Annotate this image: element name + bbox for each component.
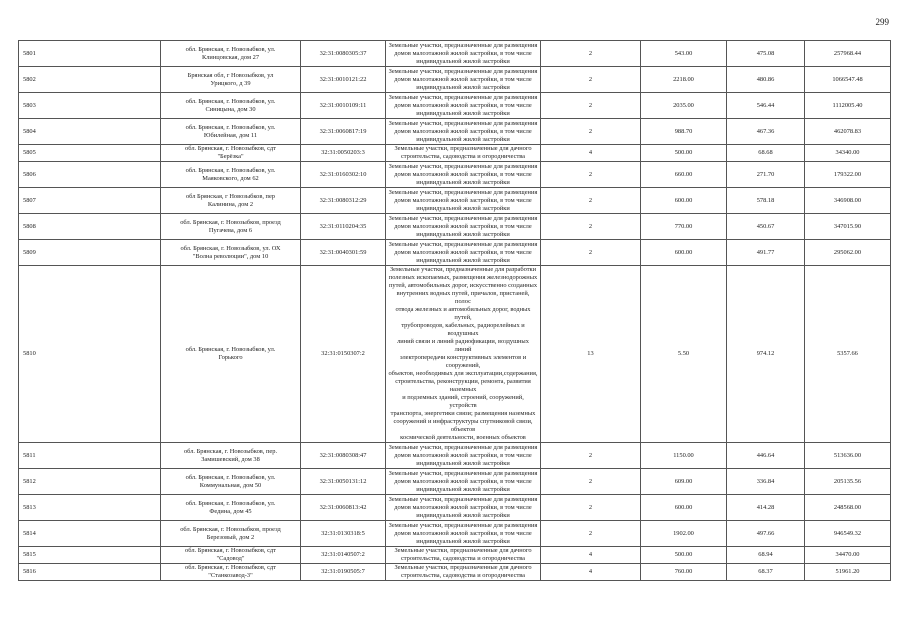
cadastral-value-cell: 1066547.48	[805, 67, 891, 93]
specific-value-cell: 414.28	[727, 495, 805, 521]
land-use-cell: Земельные участки, предназначенные для размещения домов малоэтажной жилой застройки, в том числе индивидуальной жилой застройки	[386, 521, 541, 547]
specific-value-cell: 491.77	[727, 240, 805, 266]
row-number-cell: 5802	[19, 67, 161, 93]
cadastral-number-cell: 32:31:0080308:47	[301, 443, 386, 469]
cadastral-number-cell: 32:31:0130318:5	[301, 521, 386, 547]
row-number-cell: 5809	[19, 240, 161, 266]
row-number-cell: 5815	[19, 547, 161, 564]
specific-value-cell: 974.12	[727, 266, 805, 443]
category-cell: 2	[541, 469, 641, 495]
cadastral-value-cell: 179322.00	[805, 162, 891, 188]
cadastral-number-cell: 32:31:0010121:22	[301, 67, 386, 93]
cadastral-number-cell: 32:31:0160302:10	[301, 162, 386, 188]
category-cell: 13	[541, 266, 641, 443]
specific-value-cell: 546.44	[727, 93, 805, 119]
address-cell: обл. Брянская, г. Новозыбков, проезд Пугачева, дом 6	[161, 214, 301, 240]
table-row	[19, 162, 891, 188]
area-cell: 2218.00	[641, 67, 727, 93]
cadastral-number-cell: 32:31:0050203:3	[301, 145, 386, 162]
row-number-cell: 5812	[19, 469, 161, 495]
area-cell: 770.00	[641, 214, 727, 240]
address-cell: обл. Брянская, г. Новозыбков, ул. Синицына, дом 30	[161, 93, 301, 119]
category-cell: 2	[541, 521, 641, 547]
cadastral-value-cell: 5357.66	[805, 266, 891, 443]
row-number-cell: 5807	[19, 188, 161, 214]
cadastral-number-cell: 32:31:0150307:2	[301, 266, 386, 443]
address-cell: обл. Брянская, г. Новозыбков, ул. Маяковского, дом 62	[161, 162, 301, 188]
table-row	[19, 67, 891, 93]
table-row	[19, 469, 891, 495]
table-row	[19, 547, 891, 564]
cadastral-value-cell: 462078.83	[805, 119, 891, 145]
cadastral-number-cell: 32:31:0080312:29	[301, 188, 386, 214]
area-cell: 600.00	[641, 188, 727, 214]
category-cell: 2	[541, 443, 641, 469]
land-use-cell: Земельные участки, предназначенные для размещения домов малоэтажной жилой застройки, в том числе индивидуальной жилой застройки	[386, 469, 541, 495]
row-number-cell: 5813	[19, 495, 161, 521]
table-row	[19, 41, 891, 67]
address-cell: обл. Брянская, г. Новозыбков, сдт "Берёзка"	[161, 145, 301, 162]
cadastral-value-cell: 513636.00	[805, 443, 891, 469]
table-row	[19, 214, 891, 240]
category-cell: 2	[541, 93, 641, 119]
table-row	[19, 93, 891, 119]
table-row	[19, 521, 891, 547]
cadastral-value-cell: 295062.00	[805, 240, 891, 266]
area-cell: 2035.00	[641, 93, 727, 119]
category-cell: 2	[541, 162, 641, 188]
category-cell: 2	[541, 240, 641, 266]
specific-value-cell: 467.36	[727, 119, 805, 145]
land-use-cell: Земельные участки, предназначенные для размещения домов малоэтажной жилой застройки, в том числе индивидуальной жилой застройки	[386, 240, 541, 266]
address-cell: обл. Брянская, г. Новозыбков, ул. ОХ "Волна революции", дом 10	[161, 240, 301, 266]
specific-value-cell: 450.67	[727, 214, 805, 240]
cadastral-number-cell: 32:31:0060817:19	[301, 119, 386, 145]
cadastral-value-cell: 248568.00	[805, 495, 891, 521]
cadastral-value-cell: 205135.56	[805, 469, 891, 495]
cadastral-number-cell: 32:31:0140507:2	[301, 547, 386, 564]
row-number-cell: 5811	[19, 443, 161, 469]
table-row	[19, 240, 891, 266]
address-cell: обл. Брянская, г. Новозыбков, ул. Горького	[161, 266, 301, 443]
specific-value-cell: 68.68	[727, 145, 805, 162]
cadastral-value-cell: 34340.00	[805, 145, 891, 162]
cadastral-value-cell: 346908.00	[805, 188, 891, 214]
address-cell: обл. Брянская, г. Новозыбков, ул. Федина, дом 45	[161, 495, 301, 521]
row-number-cell: 5803	[19, 93, 161, 119]
row-number-cell: 5804	[19, 119, 161, 145]
cadastral-value-table	[18, 40, 891, 581]
cadastral-number-cell: 32:31:0110204:35	[301, 214, 386, 240]
specific-value-cell: 68.37	[727, 564, 805, 581]
table-row	[19, 119, 891, 145]
category-cell: 2	[541, 41, 641, 67]
address-cell: обл. Брянская, г. Новозыбков, ул. Юбилейная, дом 11	[161, 119, 301, 145]
address-cell: Брянская обл, г Новозыбков, ул Урицкого, д 39	[161, 67, 301, 93]
table-row	[19, 145, 891, 162]
land-use-cell: Земельные участки, предназначенные для размещения домов малоэтажной жилой застройки, в том числе индивидуальной жилой застройки	[386, 93, 541, 119]
table-row	[19, 495, 891, 521]
land-use-cell: Земельные участки, предназначенные для разработки полезных ископаемых, размещения железнодорожных путей, автомобильных дорог, искусственно созданных внутренних водных путей, причалов, пристаней, полос отвода железных и автомобильных дорог, водных путей, трубопроводов, кабельных, радиорелейных и воздушных линий связи и линий радиофикации, воздушных линий электропередачи конструктивных элементов и сооружений, объектов, необходимых для эксплуатации,содержания, строительства, реконструкции, ремонта, развития наземных и подземных зданий, строений, сооружений, устройств транспорта, энергетики связи; размещения наземных сооружений и инфраструктуры спутниковой связи, объектов космической деятельности, военных объектов	[386, 266, 541, 443]
land-use-cell: Земельные участки, предназначенные для размещения домов малоэтажной жилой застройки, в том числе индивидуальной жилой застройки	[386, 495, 541, 521]
specific-value-cell: 480.86	[727, 67, 805, 93]
area-cell: 609.00	[641, 469, 727, 495]
table-row	[19, 564, 891, 581]
land-use-cell: Земельные участки, предназначенные для размещения домов малоэтажной жилой застройки, в том числе индивидуальной жилой застройки	[386, 67, 541, 93]
cadastral-value-cell: 946549.32	[805, 521, 891, 547]
address-cell: обл. Брянская, г. Новозыбков, ул. Коммунальная, дом 50	[161, 469, 301, 495]
table-row	[19, 188, 891, 214]
cadastral-value-cell: 1112005.40	[805, 93, 891, 119]
category-cell: 2	[541, 119, 641, 145]
area-cell: 500.00	[641, 547, 727, 564]
land-use-cell: Земельные участки, предназначенные для размещения домов малоэтажной жилой застройки, в том числе индивидуальной жилой застройки	[386, 162, 541, 188]
specific-value-cell: 475.08	[727, 41, 805, 67]
row-number-cell: 5816	[19, 564, 161, 581]
category-cell: 2	[541, 214, 641, 240]
area-cell: 600.00	[641, 495, 727, 521]
address-cell: обл. Брянская, г. Новозыбков, сдт "Садовод"	[161, 547, 301, 564]
specific-value-cell: 336.84	[727, 469, 805, 495]
area-cell: 1150.00	[641, 443, 727, 469]
category-cell: 4	[541, 145, 641, 162]
category-cell: 2	[541, 67, 641, 93]
area-cell: 660.00	[641, 162, 727, 188]
area-cell: 988.70	[641, 119, 727, 145]
land-use-cell: Земельные участки, предназначенные для дачного строительства, садоводства и огородничества	[386, 564, 541, 581]
area-cell: 760.00	[641, 564, 727, 581]
area-cell: 1902.00	[641, 521, 727, 547]
land-use-cell: Земельные участки, предназначенные для размещения домов малоэтажной жилой застройки, в том числе индивидуальной жилой застройки	[386, 214, 541, 240]
table-body	[19, 41, 891, 581]
cadastral-value-cell: 51961.20	[805, 564, 891, 581]
specific-value-cell: 497.66	[727, 521, 805, 547]
page-number: 299	[875, 17, 889, 27]
category-cell: 2	[541, 495, 641, 521]
specific-value-cell: 446.64	[727, 443, 805, 469]
cadastral-number-cell: 32:31:0190505:7	[301, 564, 386, 581]
land-use-cell: Земельные участки, предназначенные для дачного строительства, садоводства и огородничества	[386, 547, 541, 564]
address-cell: обл. Брянская, г. Новозыбков, пер. Замишевский, дом 38	[161, 443, 301, 469]
land-use-cell: Земельные участки, предназначенные для дачного строительства, садоводства и огородничества	[386, 145, 541, 162]
row-number-cell: 5808	[19, 214, 161, 240]
cadastral-number-cell: 32:31:0040301:59	[301, 240, 386, 266]
cadastral-value-cell: 257968.44	[805, 41, 891, 67]
table-row	[19, 266, 891, 443]
land-use-cell: Земельные участки, предназначенные для размещения домов малоэтажной жилой застройки, в том числе индивидуальной жилой застройки	[386, 119, 541, 145]
row-number-cell: 5810	[19, 266, 161, 443]
row-number-cell: 5814	[19, 521, 161, 547]
cadastral-number-cell: 32:31:0060813:42	[301, 495, 386, 521]
area-cell: 5.50	[641, 266, 727, 443]
area-cell: 500.00	[641, 145, 727, 162]
category-cell: 4	[541, 547, 641, 564]
row-number-cell: 5805	[19, 145, 161, 162]
address-cell: обл. Брянская, г. Новозыбков, сдт "Станкозавод-3"	[161, 564, 301, 581]
category-cell: 2	[541, 188, 641, 214]
specific-value-cell: 271.70	[727, 162, 805, 188]
address-cell: обл. Брянская, г. Новозыбков, проезд Березовый, дом 2	[161, 521, 301, 547]
land-use-cell: Земельные участки, предназначенные для размещения домов малоэтажной жилой застройки, в том числе индивидуальной жилой застройки	[386, 188, 541, 214]
address-cell: обл. Брянская, г. Новозыбков, ул. Клинцовская, дом 27	[161, 41, 301, 67]
area-cell: 600.00	[641, 240, 727, 266]
specific-value-cell: 68.94	[727, 547, 805, 564]
area-cell: 543.00	[641, 41, 727, 67]
cadastral-value-cell: 34470.00	[805, 547, 891, 564]
cadastral-value-cell: 347015.90	[805, 214, 891, 240]
row-number-cell: 5806	[19, 162, 161, 188]
address-cell: обл Брянская, г Новозыбков, пер Калинина, дом 2	[161, 188, 301, 214]
specific-value-cell: 578.18	[727, 188, 805, 214]
category-cell: 4	[541, 564, 641, 581]
table-row	[19, 443, 891, 469]
land-use-cell: Земельные участки, предназначенные для размещения домов малоэтажной жилой застройки, в том числе индивидуальной жилой застройки	[386, 41, 541, 67]
land-use-cell: Земельные участки, предназначенные для размещения домов малоэтажной жилой застройки, в том числе индивидуальной жилой застройки	[386, 443, 541, 469]
cadastral-number-cell: 32:31:0080305:37	[301, 41, 386, 67]
cadastral-number-cell: 32:31:0010109:11	[301, 93, 386, 119]
cadastral-number-cell: 32:31:0050131:12	[301, 469, 386, 495]
row-number-cell: 5801	[19, 41, 161, 67]
